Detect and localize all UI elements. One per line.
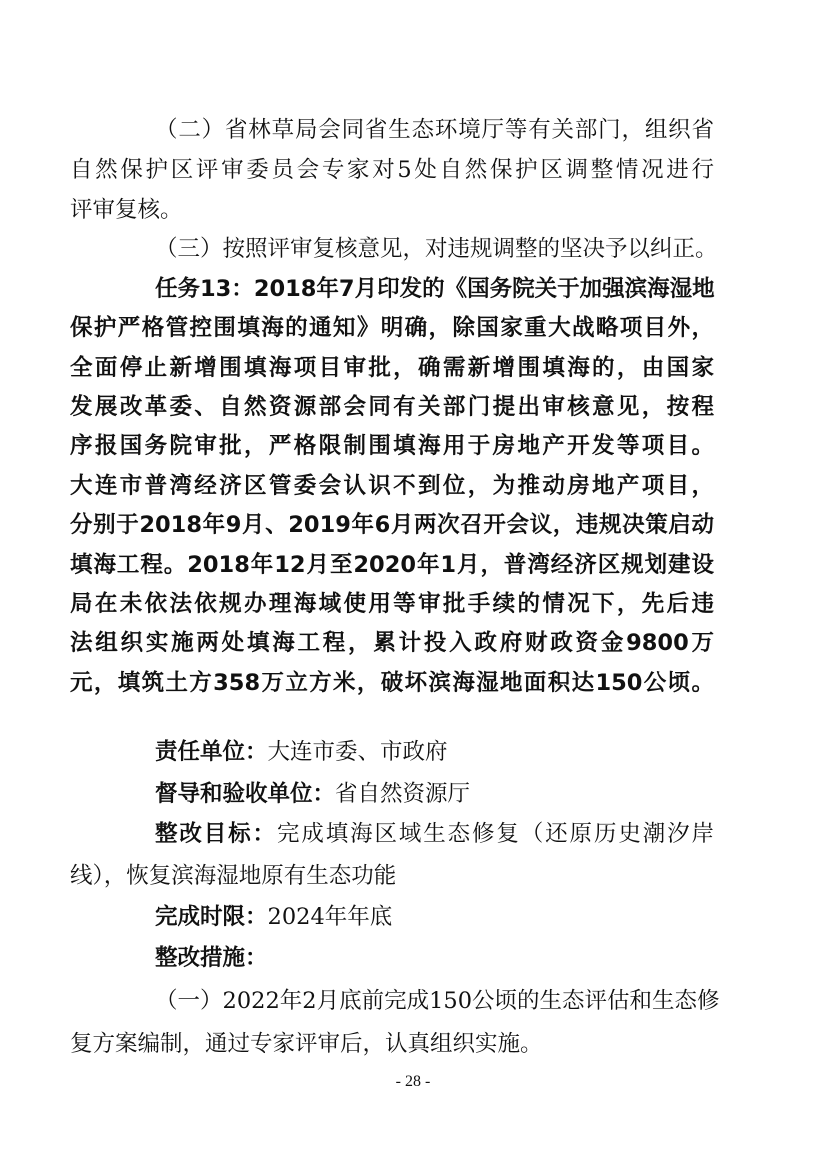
body-text: 线），恢复滨海湿地原有生态功能	[70, 863, 397, 889]
body-text: 大连市普湾经济区管委会认识不到位，为推动房地产项目，	[70, 473, 714, 499]
text-line	[70, 392, 714, 422]
body-text: 发展改革委、自然资源部会同有关部门提出审核意见，按程	[70, 394, 714, 420]
text-line	[155, 737, 714, 767]
text-line	[70, 1029, 714, 1059]
text-line	[70, 861, 714, 891]
text-line	[70, 668, 714, 698]
text-line	[155, 274, 714, 304]
text-line	[70, 195, 714, 225]
body-text: （二）省林草局会同省生态环境厅等有关部门，组织省	[155, 117, 714, 143]
body-text: 2018年7月印发的《国务院关于加强滨海湿地	[253, 276, 715, 302]
text-line	[155, 902, 714, 932]
body-text: 全面停止新增围填海项目审批，确需新增围填海的，由国家	[70, 355, 714, 381]
body-text: 自然保护区评审委员会专家对5处自然保护区调整情况进行	[70, 157, 714, 183]
text-line	[70, 155, 714, 185]
body-text: 完成填海区域生态修复（还原历史潮汐岸	[276, 821, 714, 847]
text-line	[70, 313, 714, 343]
bold-label: 责任单位：	[155, 739, 268, 765]
body-text: 评审复核。	[70, 197, 183, 223]
body-text: 大连市委、市政府	[267, 739, 448, 765]
bold-label: 督导和验收单位：	[155, 781, 336, 807]
text-line	[155, 943, 714, 973]
page-number: - 28 -	[395, 1073, 431, 1090]
text-line	[155, 234, 718, 264]
body-text: 序报国务院审批，严格限制围填海用于房地产开发等项目。	[70, 433, 714, 459]
bold-label: 任务13：	[155, 276, 254, 302]
body-text: 局在未依法依规办理海域使用等审批手续的情况下，先后违	[70, 591, 714, 617]
text-line	[70, 431, 714, 461]
text-line	[70, 550, 714, 580]
body-text: 元，填筑土方358万立方米，破坏滨海湿地面积达150公顷。	[70, 670, 714, 696]
text-line	[70, 628, 714, 658]
body-text: 复方案编制，通过专家评审后，认真组织实施。	[70, 1031, 543, 1057]
body-text: 法组织实施两处填海工程，累计投入政府财政资金9800万	[70, 630, 714, 656]
text-line	[70, 510, 714, 540]
bold-label: 整改目标：	[155, 821, 277, 847]
text-line	[70, 353, 714, 383]
text-line	[155, 986, 720, 1016]
text-line	[155, 779, 714, 809]
body-text: 2024年年底	[267, 904, 393, 930]
body-text: 分别于2018年9月、2019年6月两次召开会议，违规决策启动	[70, 512, 714, 538]
text-line	[70, 589, 714, 619]
body-text: 填海工程。2018年12月至2020年1月，普湾经济区规划建设	[70, 552, 714, 578]
body-text: 省自然资源厅	[335, 781, 471, 807]
bold-label: 整改措施：	[155, 945, 268, 971]
body-text: （三）按照评审复核意见，对违规调整的坚决予以纠正。	[155, 236, 718, 262]
text-line	[70, 471, 714, 501]
bold-label: 完成时限：	[155, 904, 268, 930]
body-text: 保护严格管控围填海的通知》明确，除国家重大战略项目外，	[70, 315, 714, 341]
text-line	[155, 115, 714, 145]
text-line	[155, 819, 714, 849]
body-text: （一）2022年2月底前完成150公顷的生态评估和生态修	[155, 988, 720, 1014]
